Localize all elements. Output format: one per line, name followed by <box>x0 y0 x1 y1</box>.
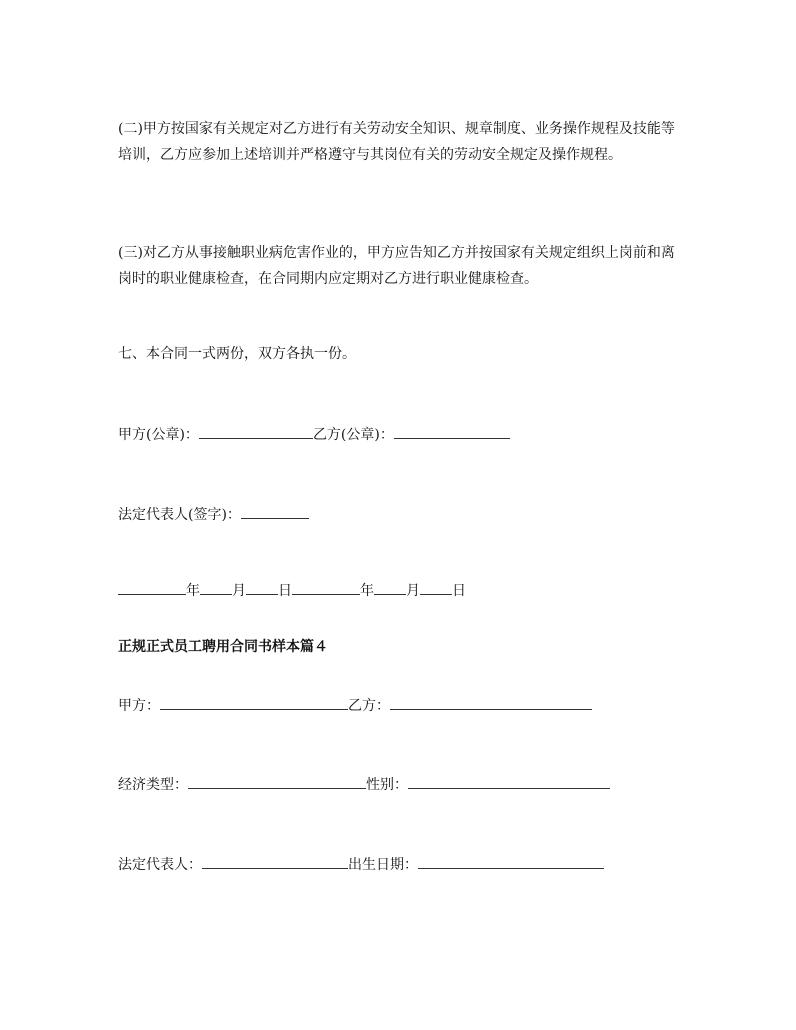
economic-type-blank[interactable] <box>188 774 366 789</box>
legal-rep-blank[interactable] <box>202 854 348 869</box>
legal-rep-sign-blank[interactable] <box>241 504 309 519</box>
gender-blank[interactable] <box>408 774 610 789</box>
party-a-blank[interactable] <box>160 695 348 710</box>
date-a-month-label: 月 <box>232 583 246 599</box>
party-a-label: 甲方： <box>118 698 160 714</box>
date-b-day-label: 日 <box>452 583 466 599</box>
date-line <box>118 578 466 604</box>
seal-line <box>118 422 510 448</box>
party-b-blank[interactable] <box>390 695 592 710</box>
date-a-year-blank[interactable] <box>118 580 186 595</box>
date-b-day-blank[interactable] <box>420 580 452 595</box>
birth-date-blank[interactable] <box>418 854 604 869</box>
legal-rep-sign-line <box>118 502 309 528</box>
date-b-month-blank[interactable] <box>374 580 406 595</box>
party-a-seal-blank[interactable] <box>199 424 313 439</box>
clause-7-paragraph: 七、本合同一式两份，双方各执一份。 <box>118 346 356 362</box>
party-b-seal-blank[interactable] <box>394 424 510 439</box>
date-b-month-label: 月 <box>406 583 420 599</box>
date-a-day-blank[interactable] <box>246 580 278 595</box>
legal-rep-sign-label: 法定代表人(签字)： <box>118 507 241 523</box>
date-b-year-label: 年 <box>360 583 374 599</box>
clause-2-paragraph: (二)甲方按国家有关规定对乙方进行有关劳动安全知识、规章制度、业务操作规程及技能等培训，乙方应参加上述培训并严格遵守与其岗位有关的劳动安全规定及操作规程。 <box>118 121 675 163</box>
gender-label: 性别： <box>366 777 408 793</box>
legal-rep-label: 法定代表人： <box>118 857 202 873</box>
party-a-seal-label: 甲方(公章)： <box>118 427 199 443</box>
legal-rep-line <box>118 852 604 878</box>
date-a-day-label: 日 <box>278 583 292 599</box>
economic-type-line <box>118 772 610 798</box>
parties-line <box>118 693 592 719</box>
date-a-year-label: 年 <box>186 583 200 599</box>
date-a-month-blank[interactable] <box>200 580 232 595</box>
economic-type-label: 经济类型： <box>118 777 188 793</box>
section-4-title: 正规正式员工聘用合同书样本篇４ <box>118 639 328 655</box>
date-b-year-blank[interactable] <box>292 580 360 595</box>
party-b-label: 乙方： <box>348 698 390 714</box>
party-b-seal-label: 乙方(公章)： <box>312 427 394 443</box>
clause-3-paragraph: (三)对乙方从事接触职业病危害作业的，甲方应告知乙方并按国家有关规定组织上岗前和离岗时的职业健康检查，在合同期内应定期对乙方进行职业健康检查。 <box>118 245 675 287</box>
birth-date-label: 出生日期： <box>348 857 418 873</box>
